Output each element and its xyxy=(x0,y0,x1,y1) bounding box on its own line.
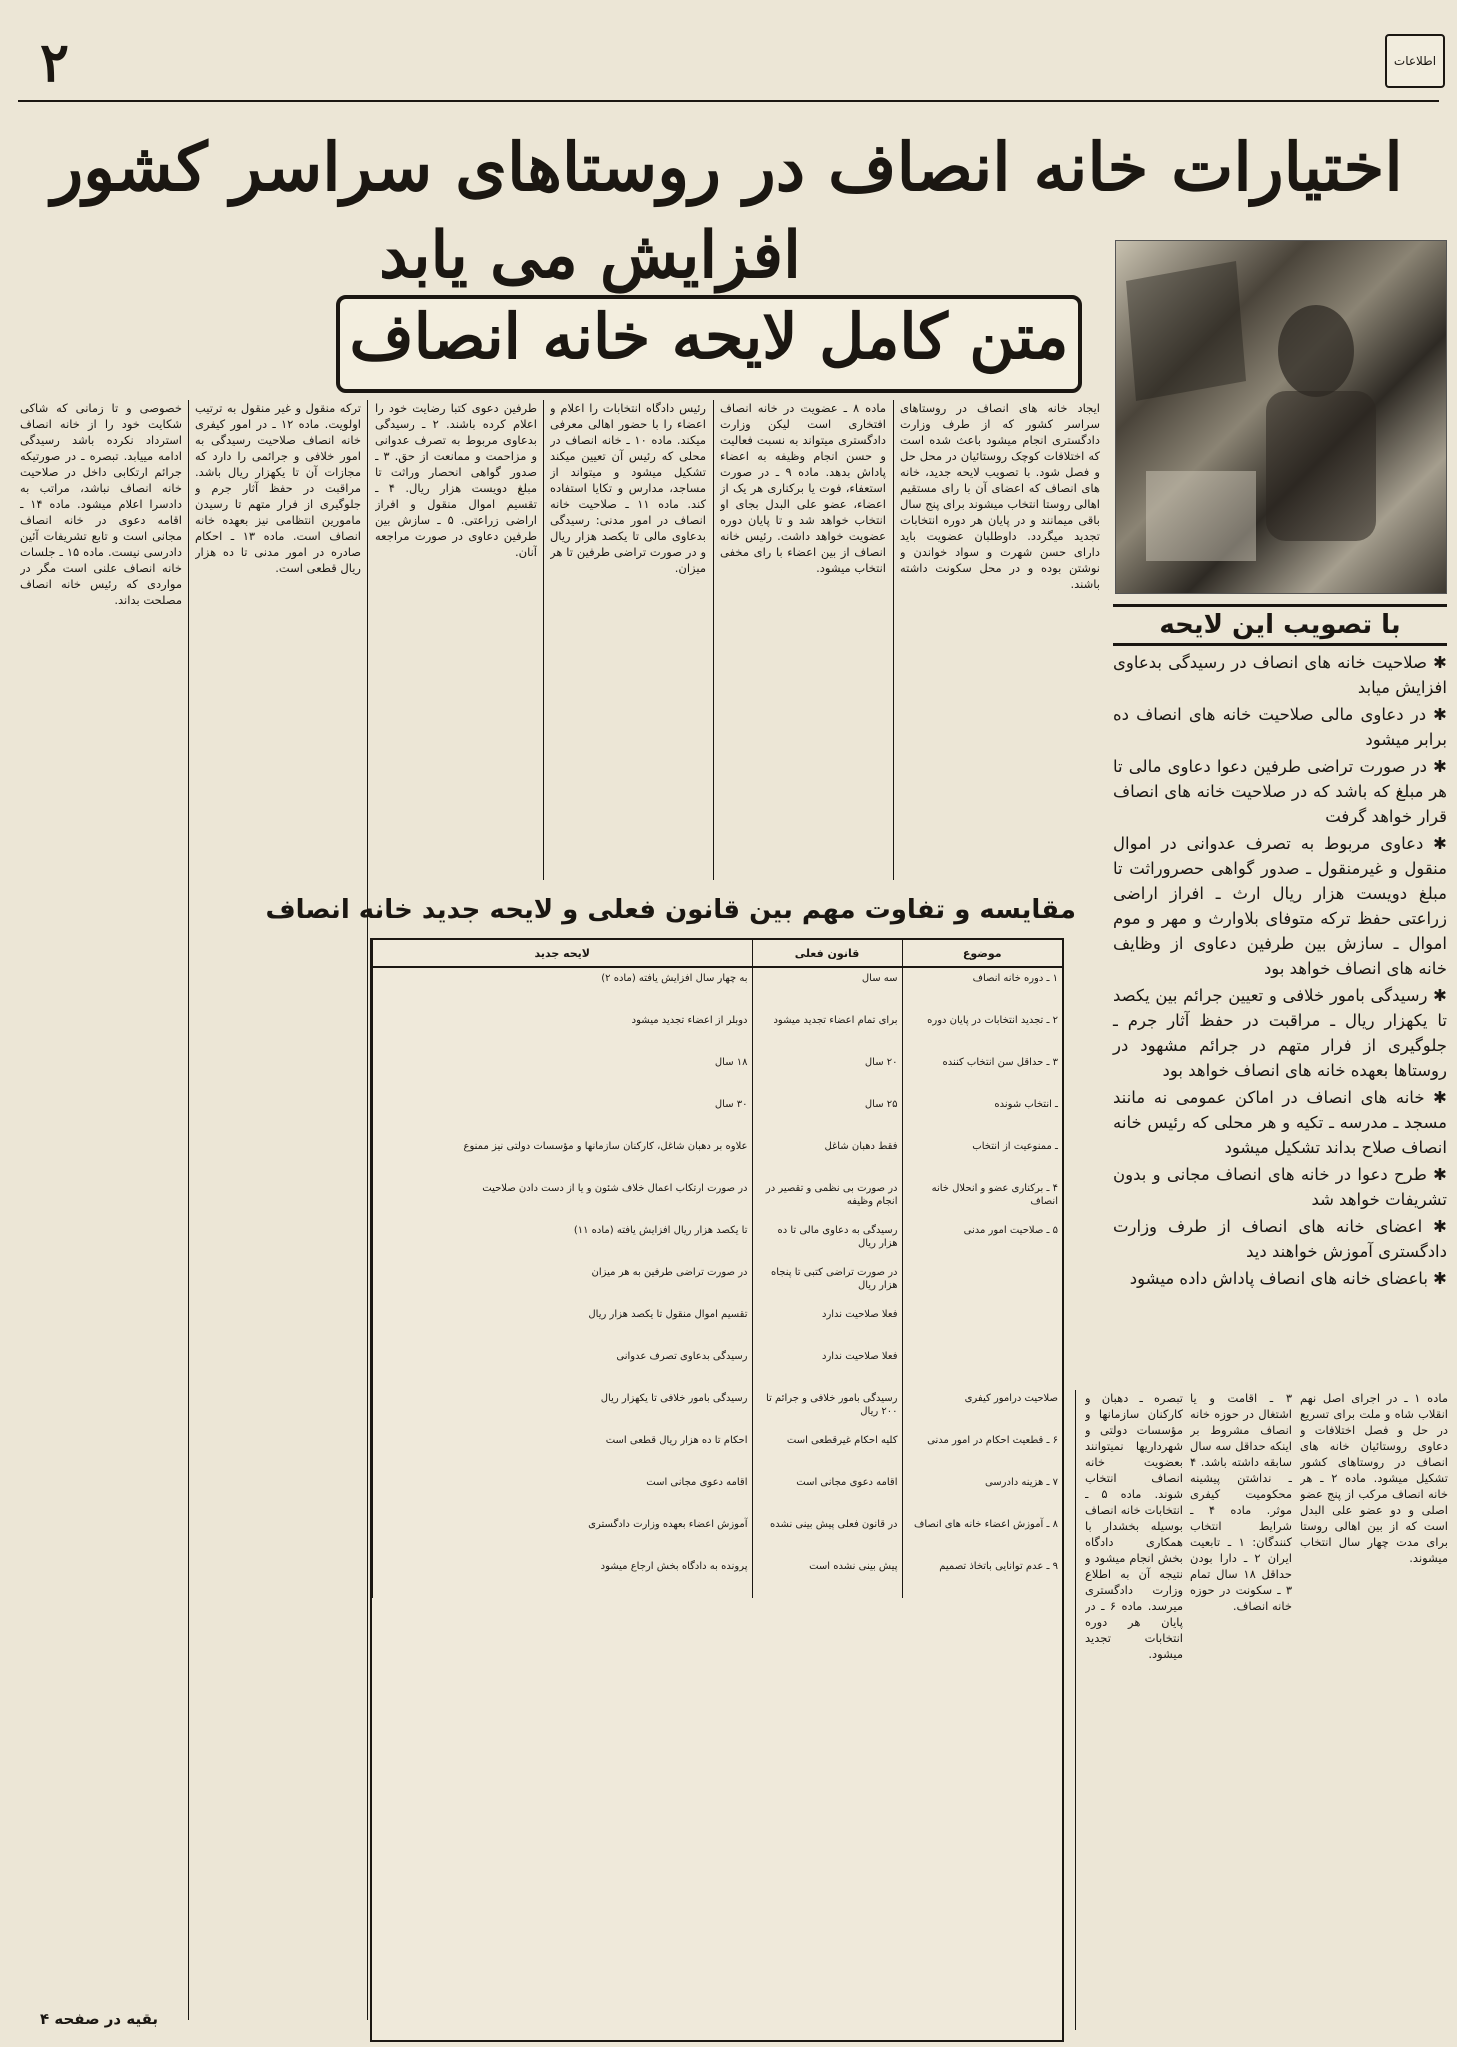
cell-subject: ۲ ـ تجدید انتخابات در پایان دوره xyxy=(902,1010,1062,1052)
cell-current: ۲۰ سال xyxy=(752,1052,902,1094)
sidebar-bullet: ✱ صلاحیت خانه های انصاف در رسیدگی بدعاوی افزایش میابد xyxy=(1113,653,1447,697)
table-row xyxy=(373,1010,1063,1052)
bottom-article-column-3: تبصره ـ دهبان و کارکنان سازمانها و مؤسسات دولتی و شهرداریها نمیتوانند بعضویت خانه انصاف انتخاب شوند. ماده ۵ ـ انتخابات خانه انصاف بوسیله بخشدار با همکاری دادگاه بخش انجام میشود و نتیجه آن به اطلاع وزارت دادگستری میرسد. ماده ۶ ـ در پایان هر دوره انتخابات تجدید میشود. xyxy=(1085,1391,1183,1661)
engraving-image xyxy=(1116,241,1446,593)
cell-current: اقامه دعوی مجانی است xyxy=(752,1472,902,1514)
article-column-2: ماده ۸ ـ عضویت در خانه انصاف افتخاری است لیکن وزارت دادگستری میتواند به نسبت فعالیت و حسن انجام وظیفه به اعضاء پاداش بدهد. ماده ۹ ـ در صورت استعفاء، فوت یا برکناری هر یک از اعضاء، عضو علی البدل بجای او انتخاب خواهد شد و تا پایان دوره عضویت خواهد داشت. رئیس خانه انصاف از بین اعضاء با رای مخفی انتخاب میشود. xyxy=(720,401,886,575)
cell-subject xyxy=(902,1346,1062,1388)
table-row xyxy=(373,1220,1063,1262)
cell-subject: ۸ ـ آموزش اعضاء خانه های انصاف xyxy=(902,1514,1062,1556)
cell-current: سه سال xyxy=(752,967,902,1010)
sidebar-bullet: ✱ در صورت تراضی طرفین دعوا دعاوی مالی تا هر مبلغ که باشد که در صلاحیت خانه های انصاف قرار خواهد گرفت xyxy=(1113,757,1447,826)
header-subject: موضوع xyxy=(902,940,1062,967)
column-divider xyxy=(188,400,189,2020)
table-row xyxy=(373,1346,1063,1388)
table-row xyxy=(373,1262,1063,1304)
sidebar-bullet: ✱ باعضای خانه های انصاف پاداش داده میشود xyxy=(1129,1269,1447,1288)
cell-new: در صورت تراضی طرفین به هر میزان xyxy=(373,1262,753,1304)
table-row xyxy=(373,1052,1063,1094)
comparison-title: مقایسه و تفاوت مهم بین قانون فعلی و لایحه جدید خانه انصاف xyxy=(265,895,1076,925)
sidebar-heading: با تصویب این لایحه xyxy=(1113,604,1447,646)
cell-subject xyxy=(902,1304,1062,1346)
cell-new: تقسیم اموال منقول تا یکصد هزار ریال xyxy=(373,1304,753,1346)
cell-new: دوبلر از اعضاء تجدید میشود xyxy=(373,1010,753,1052)
sidebar-bullet-list xyxy=(1113,650,1447,1293)
column-divider xyxy=(893,400,894,880)
cell-new: تا یکصد هزار ریال افزایش یافته (ماده ۱۱) xyxy=(373,1220,753,1262)
table-row xyxy=(373,1514,1063,1556)
column-divider xyxy=(543,400,544,880)
table-row xyxy=(373,1178,1063,1220)
column-divider xyxy=(367,400,368,2020)
cell-subject: ۱ ـ دوره خانه انصاف xyxy=(902,967,1062,1010)
cell-current: برای تمام اعضاء تجدید میشود xyxy=(752,1010,902,1052)
comparison-table xyxy=(370,938,1064,2042)
cell-current: در صورت بی نظمی و تقصیر در انجام وظیفه xyxy=(752,1178,902,1220)
table-header-row xyxy=(373,940,1063,967)
table-row xyxy=(373,1094,1063,1136)
sidebar-bullet: ✱ طرح دعوا در خانه های انصاف مجانی و بدون تشریفات خواهد شد xyxy=(1113,1165,1448,1209)
cell-current: پیش بینی نشده است xyxy=(752,1556,902,1598)
cell-new: ۱۸ سال xyxy=(373,1052,753,1094)
cell-subject: ۹ ـ عدم توانایی باتخاذ تصمیم xyxy=(902,1556,1062,1598)
article-column-5: ترکه منقول و غیر منقول به ترتیب اولویت. ماده ۱۲ ـ در امور کیفری خانه انصاف صلاحیت رسیدگی به امور خلافی و جرائمی را دارد که مجازات آن تا یکهزار ریال باشد. مراقبت در حفظ آثار جرم و جلوگیری از فرار متهم تا رسیدن مامورین انتظامی نیز بعهده خانه انصاف است. ماده ۱۳ ـ احکام صادره در امور مدنی تا ده هزار ریال قطعی است. xyxy=(195,401,361,575)
table-row xyxy=(373,1388,1063,1430)
cell-subject: ۵ ـ صلاحیت امور مدنی xyxy=(902,1220,1062,1262)
cell-new: علاوه بر دهبان شاغل، کارکنان سازمانها و مؤسسات دولتی نیز ممنوع xyxy=(373,1136,753,1178)
sub-headline: افزایش می یابد xyxy=(379,218,801,293)
cell-subject: ۴ ـ برکناری عضو و انحلال خانه انصاف xyxy=(902,1178,1062,1220)
cell-subject: ـ ممنوعیت از انتخاب xyxy=(902,1136,1062,1178)
bottom-article-column-1: ماده ۱ ـ در اجرای اصل نهم انقلاب شاه و ملت برای تسریع در حل و فصل اختلافات و دعاوی روستائیان خانه های انصاف در روستاهای کشور تشکیل میشود. ماده ۲ ـ هر خانه انصاف مرکب از پنج عضو اصلی و دو عضو علی البدل است که از بین اهالی روستا برای مدت چهار سال انتخاب میشوند. xyxy=(1300,1391,1448,1565)
top-divider xyxy=(18,100,1439,102)
cell-new: ۳۰ سال xyxy=(373,1094,753,1136)
cell-subject: ۳ ـ حداقل سن انتخاب کننده xyxy=(902,1052,1062,1094)
column-divider xyxy=(713,400,714,880)
cell-new: در صورت ارتکاب اعمال خلاف شئون و یا از دست دادن صلاحیت xyxy=(373,1178,753,1220)
cell-current: در صورت تراضی کتبی تا پنجاه هزار ریال xyxy=(752,1262,902,1304)
cell-subject: ۷ ـ هزینه دادرسی xyxy=(902,1472,1062,1514)
cell-current: رسیدگی بامور خلافی و جرائم تا ۲۰۰ ریال xyxy=(752,1388,902,1430)
cell-subject: ۶ ـ قطعیت احکام در امور مدنی xyxy=(902,1430,1062,1472)
article-column-3: رئیس دادگاه انتخابات را اعلام و اعضاء را با حضور اهالی معرفی میکند. ماده ۱۰ ـ خانه انصاف در محلی که رئیس آن تعیین میکند تشکیل میشود و میتواند از مساجد، مدارس و تکایا استفاده کند. ماده ۱۱ ـ صلاحیت خانه انصاف در امور مدنی: رسیدگی بدعاوی مالی تا یکصد هزار ریال و در صورت تراضی طرفین تا هر میزان. xyxy=(550,401,706,575)
table-row xyxy=(373,1136,1063,1178)
cell-new: اقامه دعوی مجانی است xyxy=(373,1472,753,1514)
cell-new: به چهار سال افزایش یافته (ماده ۲) xyxy=(373,967,753,1010)
cell-subject: صلاحیت درامور کیفری xyxy=(902,1388,1062,1430)
newspaper-logo: اطلاعات xyxy=(1385,34,1445,88)
table-row xyxy=(373,967,1063,1010)
cell-subject: ـ انتخاب شونده xyxy=(902,1094,1062,1136)
cell-current: ۲۵ سال xyxy=(752,1094,902,1136)
cell-new: پرونده به دادگاه بخش ارجاع میشود xyxy=(373,1556,753,1598)
table-row xyxy=(373,1472,1063,1514)
article-column-left: خصوصی و تا زمانی که شاکی شکایت خود را از خانه انصاف استرداد نکرده باشد رسیدگی ادامه مییابد. تبصره ـ در صورتیکه جرائم ارتکابی داخل در صلاحیت خانه انصاف نباشد، مراتب به دادسرا اعلام میشود. ماده ۱۴ ـ اقامه دعوی در خانه انصاف مجانی است و تابع تشریفات آئین دادرسی نیست. ماده ۱۵ ـ جلسات خانه انصاف علنی است مگر در مواردی که رئیس خانه انصاف مصلحت بداند. xyxy=(20,401,182,607)
cell-subject xyxy=(902,1262,1062,1304)
main-headline: اختیارات خانه انصاف در روستاهای سراسر کشور xyxy=(51,128,1403,206)
sidebar-bullet: ✱ رسیدگی بامور خلافی و تعیین جرائم بین یکصد تا یکهزار ریال ـ مراقبت در حفظ آثار جرم ـ جلوگیری از فرار متهم در جرائم مشهود در روستاها بعهده خانه های انصاف خواهد بود xyxy=(1113,986,1447,1080)
cell-new: آموزش اعضاء بعهده وزارت دادگستری xyxy=(373,1514,753,1556)
article-column-right: ایجاد خانه های انصاف در روستاهای سراسر کشور که از طرف وزارت دادگستری انجام میشود باعث شده است که اختلافات کوچک روستائیان در محل حل و فصل شود. با تصویب لایحه جدید، خانه های انصاف که اعضای آن با رای مستقیم اهالی روستا انتخاب میشوند برای پنج سال باقی میمانند و در پایان هر دوره انتخابات تجدید میگردد. داوطلبان عضویت باید دارای حسن شهرت و سواد خواندن و نوشتن بوده و در محل سکونت داشته باشند. xyxy=(900,401,1100,591)
cell-current: در قانون فعلی پیش بینی نشده xyxy=(752,1514,902,1556)
boxed-headline: متن کامل لایحه خانه انصاف xyxy=(349,300,1069,373)
cell-current: فعلا صلاحیت ندارد xyxy=(752,1304,902,1346)
illustration-photo xyxy=(1115,240,1447,594)
cell-current: کلیه احکام غیرقطعی است xyxy=(752,1430,902,1472)
sidebar-bullet: ✱ خانه های انصاف در اماکن عمومی نه مانند مسجد ـ مدرسه ـ تکیه و هر محلی که رئیس خانه انصاف صلاح بداند تشکیل میشود xyxy=(1113,1088,1447,1157)
cell-current: فقط دهبان شاغل xyxy=(752,1136,902,1178)
cell-current: فعلا صلاحیت ندارد xyxy=(752,1346,902,1388)
sidebar-bullet: ✱ در دعاوی مالی صلاحیت خانه های انصاف ده برابر میشود xyxy=(1113,705,1447,749)
column-divider xyxy=(1075,1390,1076,2030)
table-row xyxy=(373,1430,1063,1472)
continued-label: بقیه در صفحه ۴ xyxy=(40,2010,159,2028)
table-row xyxy=(373,1556,1063,1598)
cell-current: رسیدگی به دعاوی مالی تا ده هزار ریال xyxy=(752,1220,902,1262)
sidebar-bullet: ✱ دعاوی مربوط به تصرف عدوانی در اموال منقول و غیرمنقول ـ صدور گواهی حصروراثت تا مبلغ دویست هزار ریال ارث ـ افراز اراضی زراعتی حفظ ترکه متوفای بلاوارث و مهر و موم اموال ـ سازش بین طرفین دعاوی از وظایف خانه های انصاف خواهد بود xyxy=(1113,834,1447,978)
cell-new: احکام تا ده هزار ریال قطعی است xyxy=(373,1430,753,1472)
cell-new: رسیدگی بدعاوی تصرف عدوانی xyxy=(373,1346,753,1388)
page-number: ۲ xyxy=(40,30,70,94)
bottom-article-column-2: ۳ ـ اقامت و یا اشتغال در حوزه خانه انصاف مشروط بر اینکه حداقل سه سال سابقه داشته باشد. ۴ ـ نداشتن پیشینه محکومیت کیفری موثر. ماده ۴ ـ شرایط انتخاب کنندگان: ۱ ـ تابعیت ایران ۲ ـ دارا بودن حداقل ۱۸ سال تمام ۳ ـ سکونت در حوزه خانه انصاف. xyxy=(1190,1391,1292,1613)
table-row xyxy=(373,1304,1063,1346)
cell-new: رسیدگی بامور خلافی تا یکهزار ریال xyxy=(373,1388,753,1430)
header-current-law: قانون فعلی xyxy=(752,940,902,967)
header-new-bill: لایحه جدید xyxy=(373,940,753,967)
sidebar-bullet: ✱ اعضای خانه های انصاف از طرف وزارت دادگستری آموزش خواهند دید xyxy=(1113,1217,1447,1261)
article-column-4: طرفین دعوی کتبا رضایت خود را اعلام کرده باشند. ۲ ـ رسیدگی بدعاوی مربوط به تصرف عدوانی و مزاحمت و ممانعت از حق. ۳ ـ صدور گواهی انحصار وراثت تا مبلغ دویست هزار ریال. ۴ ـ تقسیم اموال منقول و افراز اراضی زراعتی. ۵ ـ سازش بین طرفین دعاوی در صورت مراجعه آنان. xyxy=(375,401,537,559)
